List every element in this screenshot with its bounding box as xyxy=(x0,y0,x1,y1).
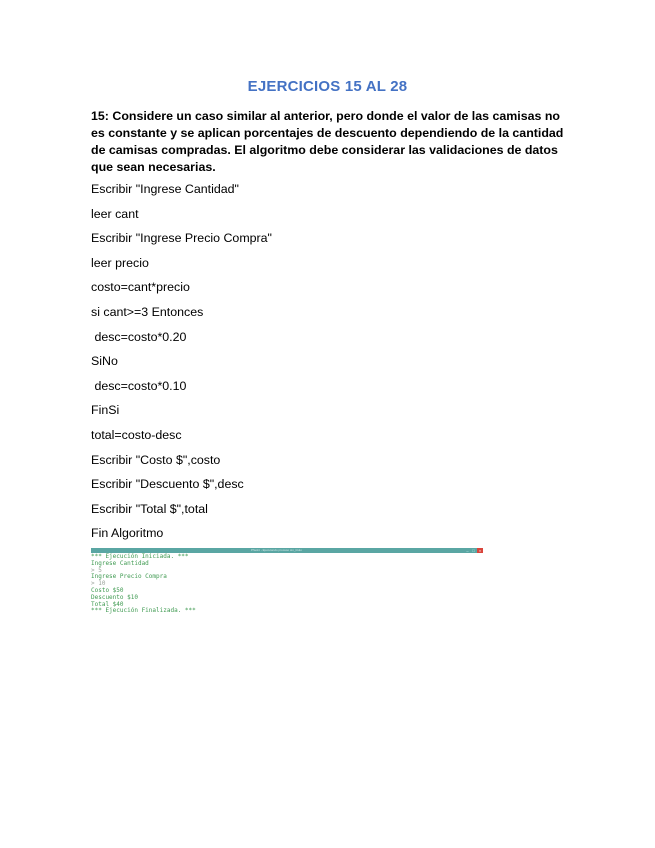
minimize-icon: – xyxy=(466,548,469,553)
code-line: Escribir "Ingrese Cantidad" xyxy=(91,182,239,196)
console-line: Ingrese Precio Compra xyxy=(91,573,167,581)
code-line: Escribir "Descuento $",desc xyxy=(91,477,244,492)
code-line: Fin Algoritmo xyxy=(91,526,164,541)
code-line: leer precio xyxy=(91,255,149,270)
console-line: > 10 xyxy=(91,580,106,588)
code-line: desc=costo*0.10 xyxy=(91,378,187,393)
code-line: si cant>=3 Entonces xyxy=(91,304,204,319)
code-line: total=costo-desc xyxy=(91,427,182,442)
code-line: costo=cant*precio xyxy=(91,280,190,295)
code-line: Escribir "Costo $",costo xyxy=(91,452,221,467)
console-line: *** Ejecución Iniciada. *** xyxy=(91,553,189,560)
console-body xyxy=(91,554,483,615)
console-line: > 5 xyxy=(91,566,102,574)
console-window-title: PSeInt - Ejecutando proceso sin_titulo xyxy=(251,548,302,552)
exercise-number: 15: xyxy=(91,109,109,123)
exercise-statement xyxy=(91,108,566,176)
console-line: Descuento $10 xyxy=(91,593,138,601)
maximize-icon: □ xyxy=(472,548,475,553)
console-line: *** Ejecución Finalizada. *** xyxy=(91,607,196,615)
code-line: desc=costo*0.20 xyxy=(91,329,187,344)
code-line: FinSi xyxy=(91,403,120,418)
page-title: EJERCICIOS 15 AL 28 xyxy=(247,78,408,95)
console-output-screenshot xyxy=(91,548,483,618)
pseudocode-block xyxy=(91,181,561,550)
code-line: leer cant xyxy=(91,206,139,221)
console-line: Ingrese Cantidad xyxy=(91,559,149,567)
console-line: Total $40 xyxy=(91,600,124,608)
console-line: Costo $50 xyxy=(91,586,124,594)
close-icon: × xyxy=(478,548,482,553)
code-line: Escribir "Ingrese Precio Compra" xyxy=(91,231,272,246)
exercise-text: Considere un caso similar al anterior, pero donde el valor de las camisas no es constante y se aplican porcentajes de descuento dependiendo de la cantidad de camisas compradas. El algoritmo debe considerar las validaciones de datos que sean necesarias. xyxy=(91,109,564,174)
code-line: SiNo xyxy=(91,354,118,369)
code-line: Escribir "Total $",total xyxy=(91,501,208,516)
